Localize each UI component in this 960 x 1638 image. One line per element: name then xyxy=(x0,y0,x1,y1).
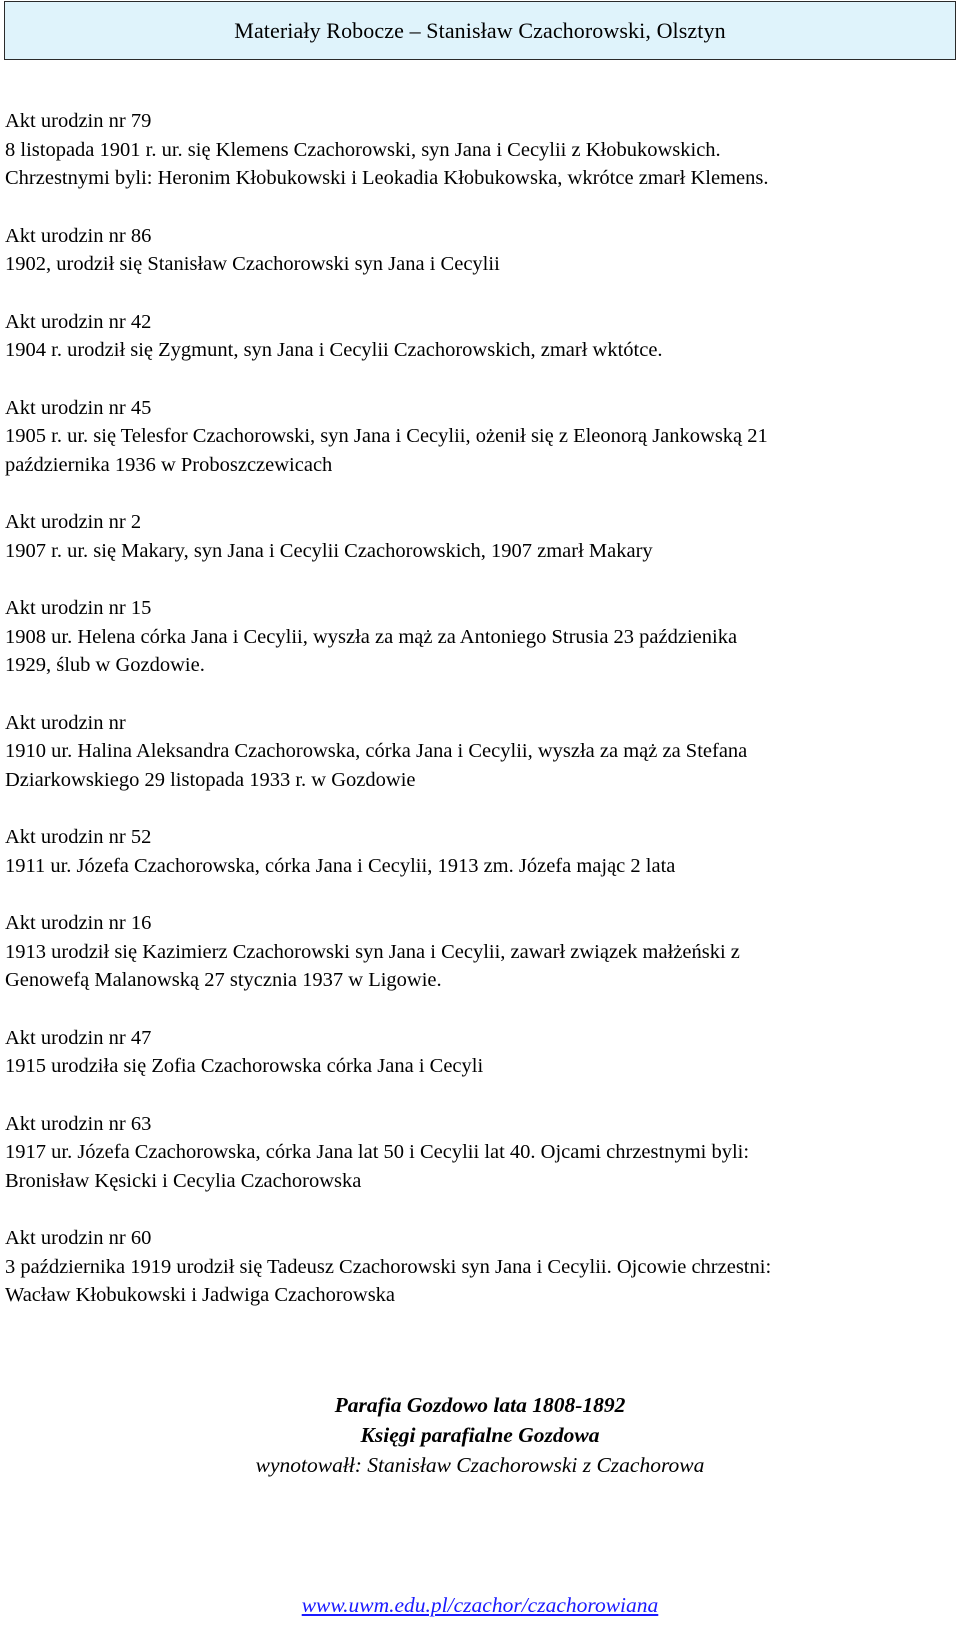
record-line: 1902, urodził się Stanisław Czachorowski syn Jana i Cecylii xyxy=(5,253,500,275)
record-heading: Akt urodzin nr 15 xyxy=(5,597,152,619)
birth-record xyxy=(5,594,955,680)
birth-record xyxy=(5,823,955,880)
record-heading: Akt urodzin nr 60 xyxy=(5,1227,152,1249)
parish-title: Parafia Gozdowo lata 1808-1892 xyxy=(334,1393,626,1417)
record-heading: Akt urodzin nr 2 xyxy=(5,511,142,533)
birth-record xyxy=(5,1110,955,1196)
record-heading: Akt urodzin nr 86 xyxy=(5,224,152,247)
record-heading: Akt urodzin nr 45 xyxy=(5,396,152,419)
record-heading: Akt urodzin nr 47 xyxy=(5,1026,152,1049)
birth-record xyxy=(5,107,955,193)
footer-url xyxy=(0,1593,960,1618)
birth-record xyxy=(5,308,955,365)
source-citation xyxy=(0,1390,960,1480)
header-banner xyxy=(4,1,956,60)
record-line: Bronisław Kęsicki i Cecylia Czachorowska xyxy=(5,1169,362,1192)
record-line: 1917 ur. Józefa Czachorowska, córka Jana lat 50 i Cecylii lat 40. Ojcami chrzestnymi byli: xyxy=(5,1141,750,1163)
record-line: Wacław Kłobukowski i Jadwiga Czachorowska xyxy=(5,1284,396,1306)
website-link[interactable]: www.uwm.edu.pl/czachor/czachorowiana xyxy=(301,1593,659,1617)
birth-record xyxy=(5,909,955,995)
record-line: 1929, ślub w Gozdowie. xyxy=(5,654,205,676)
record-line: 8 listopada 1901 r. ur. się Klemens Czachorowski, syn Jana i Cecylii z Kłobukowskich. xyxy=(5,138,721,161)
birth-record xyxy=(5,1224,955,1310)
record-line: 1915 urodziła się Zofia Czachorowska córka Jana i Cecyli xyxy=(5,1055,484,1077)
page-title: Materiały Robocze – Stanisław Czachorowski, Olsztyn xyxy=(234,17,726,43)
document-body xyxy=(5,107,955,1339)
record-line: Dziarkowskiego 29 listopada 1933 r. w Gozdowie xyxy=(5,768,416,791)
record-heading: Akt urodzin nr 52 xyxy=(5,826,152,848)
record-line: 1908 ur. Helena córka Jana i Cecylii, wyszła za mąż za Antoniego Strusia 23 paździenika xyxy=(5,625,738,648)
record-line: 1904 r. urodził się Zygmunt, syn Jana i Cecylii Czachorowskich, zmarł wktótce. xyxy=(5,339,663,361)
record-heading: Akt urodzin nr 63 xyxy=(5,1112,152,1135)
record-heading: Akt urodzin nr 16 xyxy=(5,912,152,934)
record-line: 1913 urodził się Kazimierz Czachorowski syn Jana i Cecylii, zawarł związek małżeński z xyxy=(5,940,740,963)
author-credit: wynotowałł: Stanisław Czachorowski z Czachorowa xyxy=(255,1453,705,1477)
record-line: Genowefą Malanowską 27 stycznia 1937 w Ligowie. xyxy=(5,969,442,991)
record-line: Chrzestnymi byli: Heronim Kłobukowski i Leokadia Kłobukowska, wkrótce zmarł Klemens. xyxy=(5,167,769,189)
record-line: października 1936 w Proboszczewicach xyxy=(5,453,333,476)
record-line: 1907 r. ur. się Makary, syn Jana i Cecylii Czachorowskich, 1907 zmarł Makary xyxy=(5,539,653,562)
record-heading: Akt urodzin nr 42 xyxy=(5,310,152,333)
record-line: 1911 ur. Józefa Czachorowska, córka Jana i Cecylii, 1913 zm. Józefa mając 2 lata xyxy=(5,854,676,877)
birth-record xyxy=(5,508,955,565)
record-line: 1905 r. ur. się Telesfor Czachorowski, syn Jana i Cecylii, ożenił się z Eleonorą Jankowską 21 xyxy=(5,425,768,447)
birth-record xyxy=(5,709,955,795)
parish-books-title: Księgi parafialne Gozdowa xyxy=(360,1423,600,1447)
record-line: 1910 ur. Halina Aleksandra Czachorowska, córka Jana i Cecylii, wyszła za mąż za Stefana xyxy=(5,740,748,762)
record-line: 3 października 1919 urodził się Tadeusz Czachorowski syn Jana i Cecylii. Ojcowie chrzestni: xyxy=(5,1255,772,1278)
record-heading: Akt urodzin nr xyxy=(5,711,126,734)
birth-record xyxy=(5,222,955,279)
birth-record xyxy=(5,1024,955,1081)
record-heading: Akt urodzin nr 79 xyxy=(5,110,152,132)
birth-record xyxy=(5,394,955,480)
